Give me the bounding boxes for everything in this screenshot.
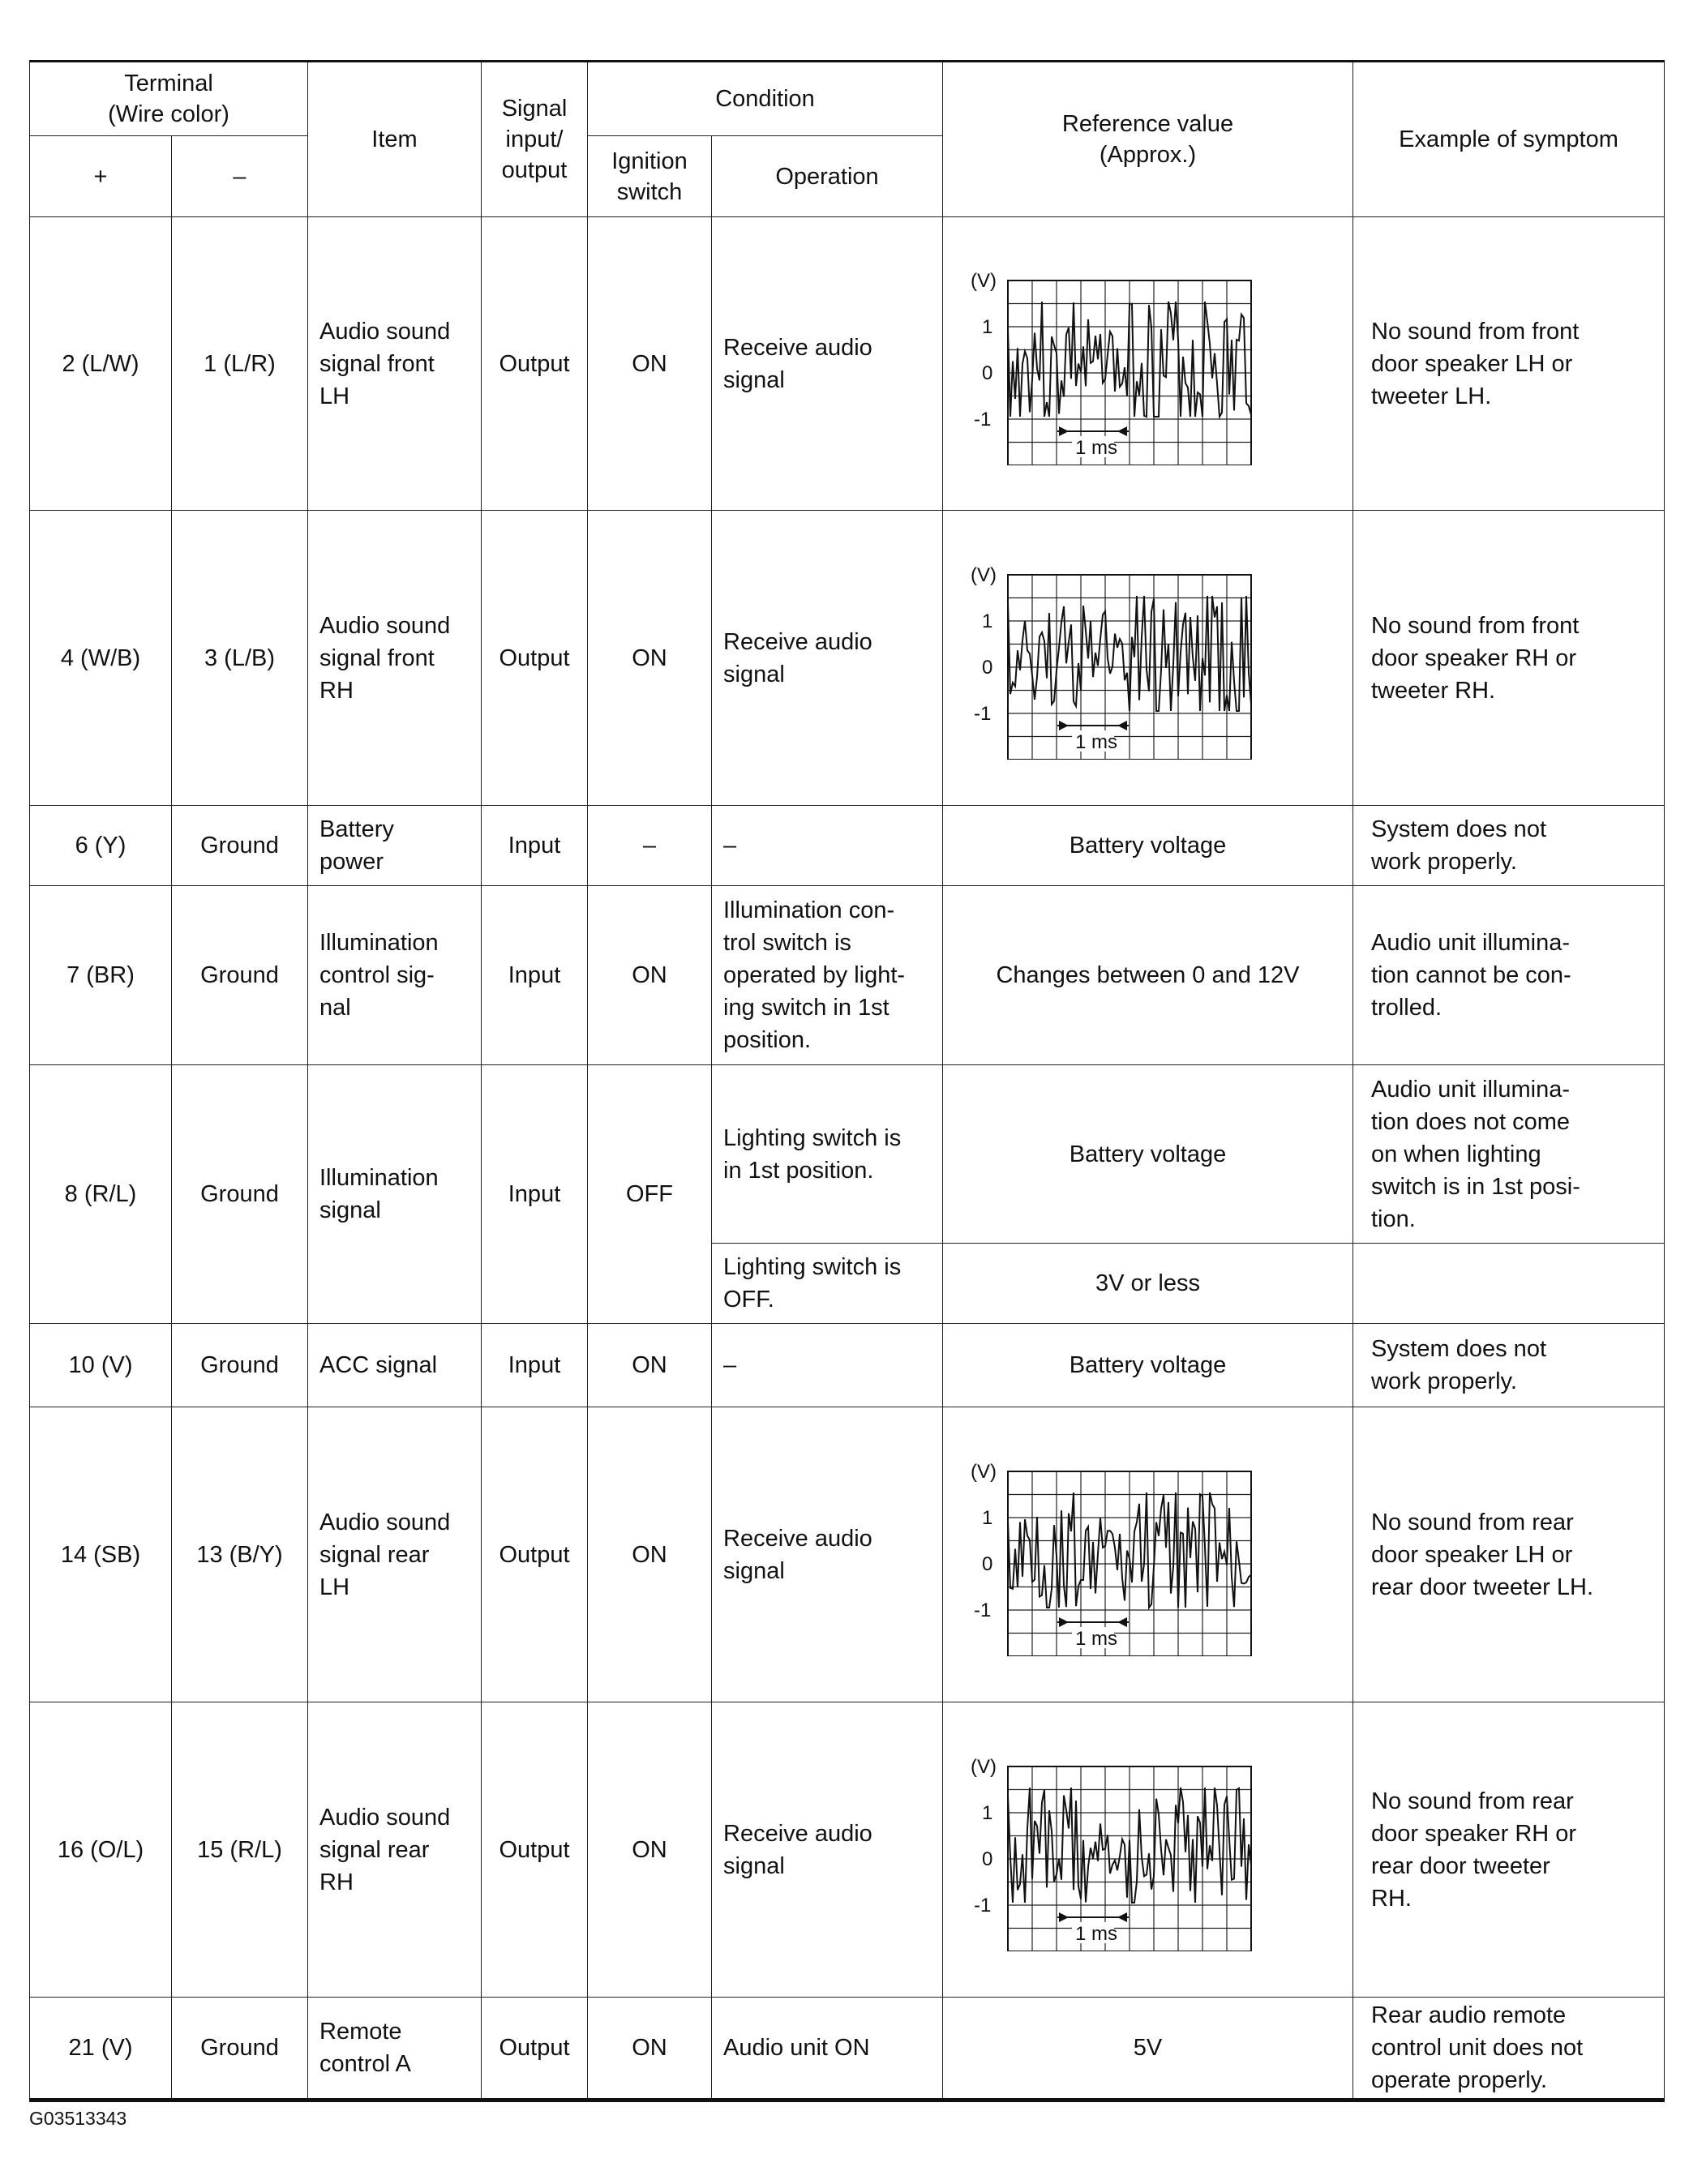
example-of-symptom: No sound from rear door speaker RH or rear door tweeter RH. [1353, 1702, 1665, 1998]
waveform-y-tick: 0 [982, 1848, 993, 1870]
table-row [30, 806, 1665, 886]
example-of-symptom: Rear audio remote control unit does not operate properly. [1353, 1998, 1665, 2100]
operation: Lighting switch is OFF. [712, 1244, 943, 1324]
item: Audio sound signal rear LH [308, 1407, 482, 1702]
table-row [30, 1702, 1665, 1998]
item: Audio sound signal front LH [308, 217, 482, 511]
example-of-symptom: No sound from rear door speaker LH or rear door tweeter LH. [1353, 1407, 1665, 1702]
header-signal-io: Signal input/ output [482, 62, 588, 217]
signal-io: Output [482, 217, 588, 511]
reference-value-waveform [943, 511, 1353, 806]
header-terminal-plus: + [30, 136, 172, 217]
signal-io: Output [482, 511, 588, 806]
oscilloscope-waveform [967, 1749, 1259, 1951]
table-row [30, 886, 1665, 1065]
table-row [30, 1998, 1665, 2100]
terminal-minus: Ground [172, 1324, 308, 1407]
header-terminal-minus: – [172, 136, 308, 217]
ignition-switch: ON [588, 1998, 712, 2100]
item: Battery power [308, 806, 482, 886]
waveform-y-tick: 0 [982, 1552, 993, 1575]
header-condition: Condition [588, 62, 943, 136]
terminal-minus: 13 (B/Y) [172, 1407, 308, 1702]
item: ACC signal [308, 1324, 482, 1407]
figure-code: G03513343 [29, 2108, 127, 2129]
arrow-left-icon [1117, 1912, 1127, 1922]
item: Remote control A [308, 1998, 482, 2100]
waveform-y-tick: 0 [982, 362, 993, 384]
item: Audio sound signal rear RH [308, 1702, 482, 1998]
oscilloscope-waveform [967, 263, 1259, 465]
operation: Audio unit ON [712, 1998, 943, 2100]
terminal-plus: 16 (O/L) [30, 1702, 172, 1998]
reference-value: 5V [943, 1998, 1353, 2100]
arrow-right-icon [1059, 426, 1069, 436]
waveform-unit-label: (V) [971, 1755, 997, 1778]
waveform-y-tick: -1 [974, 408, 992, 430]
ignition-switch: ON [588, 217, 712, 511]
waveform-y-tick: -1 [974, 702, 992, 725]
waveform-unit-label: (V) [971, 563, 997, 586]
terminal-minus: Ground [172, 1998, 308, 2100]
item: Illumination signal [308, 1065, 482, 1324]
operation: Illumination con- trol switch is operated by light- ing switch in 1st position. [712, 886, 943, 1065]
waveform-unit-label: (V) [971, 1460, 997, 1483]
header-example-of-symptom: Example of symptom [1353, 62, 1665, 217]
terminal-minus: 1 (L/R) [172, 217, 308, 511]
header-row-top [30, 62, 1665, 136]
reference-value: 3V or less [943, 1244, 1353, 1324]
arrow-right-icon [1059, 1617, 1069, 1627]
signal-io: Input [482, 1324, 588, 1407]
terminal-plus: 4 (W/B) [30, 511, 172, 806]
operation: Receive audio signal [712, 1702, 943, 1998]
example-of-symptom [1353, 1244, 1665, 1324]
signal-io: Input [482, 806, 588, 886]
signal-io: Output [482, 1998, 588, 2100]
terminal-reference-table [29, 60, 1665, 2102]
table-row [30, 1324, 1665, 1407]
operation: Receive audio signal [712, 217, 943, 511]
example-of-symptom: Audio unit illumina- tion does not come on when lighting switch is in 1st posi- tion. [1353, 1065, 1665, 1244]
terminal-plus: 2 (L/W) [30, 217, 172, 511]
reference-value-waveform [943, 217, 1353, 511]
terminal-plus: 21 (V) [30, 1998, 172, 2100]
waveform-y-tick: -1 [974, 1599, 992, 1621]
terminal-minus: Ground [172, 1065, 308, 1324]
waveform-unit-label: (V) [971, 269, 997, 292]
waveform-y-tick: 1 [982, 315, 993, 338]
signal-io: Output [482, 1702, 588, 1998]
signal-io: Input [482, 886, 588, 1065]
operation: Lighting switch is in 1st position. [712, 1065, 943, 1244]
terminal-plus: 7 (BR) [30, 886, 172, 1065]
oscilloscope-waveform [967, 1454, 1259, 1656]
terminal-reference-table-document [29, 60, 1664, 2102]
example-of-symptom: System does not work properly. [1353, 1324, 1665, 1407]
terminal-plus: 10 (V) [30, 1324, 172, 1407]
terminal-plus: 6 (Y) [30, 806, 172, 886]
reference-value: Battery voltage [943, 806, 1353, 886]
signal-io: Input [482, 1065, 588, 1324]
table-header [30, 62, 1665, 217]
header-ignition-switch: Ignition switch [588, 136, 712, 217]
operation: – [712, 806, 943, 886]
example-of-symptom: No sound from front door speaker LH or tweeter LH. [1353, 217, 1665, 511]
ignition-switch: ON [588, 1702, 712, 1998]
example-of-symptom: Audio unit illumina- tion cannot be con- trolled. [1353, 886, 1665, 1065]
terminal-minus: Ground [172, 806, 308, 886]
operation: Receive audio signal [712, 1407, 943, 1702]
arrow-left-icon [1117, 1617, 1127, 1627]
header-terminal: Terminal (Wire color) [30, 62, 308, 136]
terminal-minus: 15 (R/L) [172, 1702, 308, 1998]
reference-value-waveform [943, 1702, 1353, 1998]
waveform-y-tick: 0 [982, 656, 993, 679]
terminal-minus: Ground [172, 886, 308, 1065]
terminal-plus: 14 (SB) [30, 1407, 172, 1702]
table-body [30, 217, 1665, 2100]
item: Illumination control sig- nal [308, 886, 482, 1065]
waveform-time-label: 1 ms [1075, 1922, 1118, 1945]
arrow-right-icon [1059, 1912, 1069, 1922]
ignition-switch: OFF [588, 1065, 712, 1324]
item: Audio sound signal front RH [308, 511, 482, 806]
example-of-symptom: System does not work properly. [1353, 806, 1665, 886]
ignition-switch: ON [588, 511, 712, 806]
ignition-switch: – [588, 806, 712, 886]
header-reference-value: Reference value (Approx.) [943, 62, 1353, 217]
waveform-time-label: 1 ms [1075, 436, 1118, 459]
table-row [30, 1065, 1665, 1244]
table-row [30, 511, 1665, 806]
signal-io: Output [482, 1407, 588, 1702]
reference-value: Battery voltage [943, 1324, 1353, 1407]
header-item: Item [308, 62, 482, 217]
waveform-y-tick: -1 [974, 1894, 992, 1916]
waveform-y-tick: 1 [982, 1801, 993, 1824]
oscilloscope-waveform [967, 557, 1259, 760]
ignition-switch: ON [588, 1324, 712, 1407]
reference-value: Battery voltage [943, 1065, 1353, 1244]
arrow-left-icon [1117, 721, 1127, 730]
operation: – [712, 1324, 943, 1407]
example-of-symptom: No sound from front door speaker RH or tweeter RH. [1353, 511, 1665, 806]
operation: Receive audio signal [712, 511, 943, 806]
ignition-switch: ON [588, 1407, 712, 1702]
terminal-minus: 3 (L/B) [172, 511, 308, 806]
reference-value-waveform [943, 1407, 1353, 1702]
reference-value: Changes between 0 and 12V [943, 886, 1353, 1065]
table-row [30, 1407, 1665, 1702]
waveform-y-tick: 1 [982, 610, 993, 632]
ignition-switch: ON [588, 886, 712, 1065]
arrow-left-icon [1117, 426, 1127, 436]
waveform-time-label: 1 ms [1075, 730, 1118, 753]
terminal-plus: 8 (R/L) [30, 1065, 172, 1324]
waveform-time-label: 1 ms [1075, 1627, 1118, 1650]
arrow-right-icon [1059, 721, 1069, 730]
waveform-y-tick: 1 [982, 1506, 993, 1529]
header-operation: Operation [712, 136, 943, 217]
table-row [30, 217, 1665, 511]
